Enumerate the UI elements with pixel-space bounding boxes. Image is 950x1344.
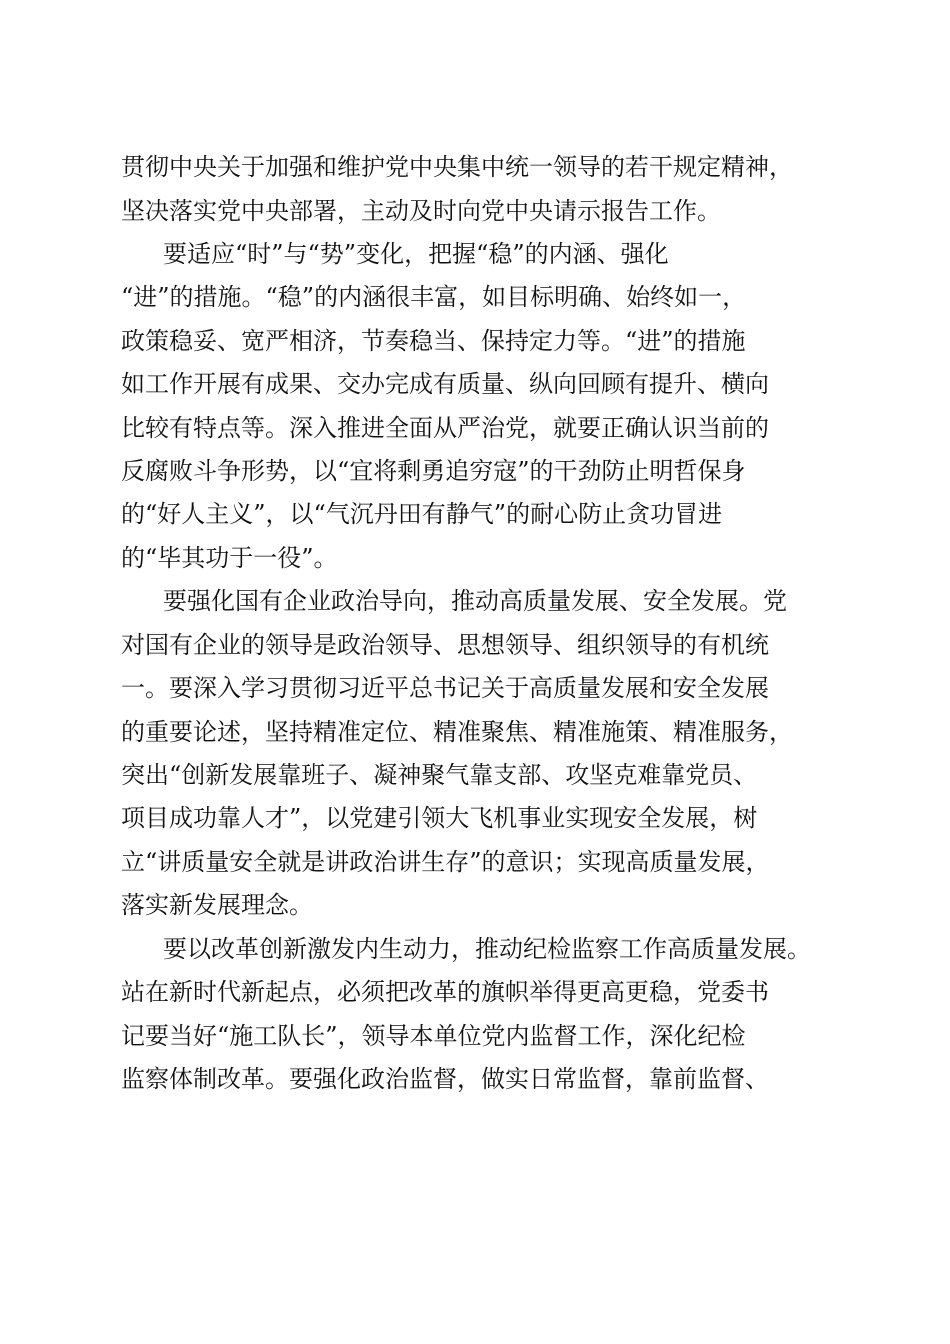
paragraph-2-line-8: 的“毕其功于一役”。: [121, 544, 338, 572]
paragraph-3-line-5: 突出“创新发展靠班子、凝神聚气靠支部、攻坚克难靠党员、: [121, 761, 758, 789]
paragraph-2-line-5: 比较有特点等。深入推进全面从严治党，就要正确认识当前的: [121, 414, 769, 442]
paragraph-4-line-2: 站在新时代新起点，必须把改革的旗帜举得更高更稳，党委书: [121, 978, 769, 1006]
paragraph-3-line-6: 项目成功靠人才”，以党建引领大飞机事业实现安全发展，树: [121, 804, 758, 832]
paragraph-2-line-4: 如工作开展有成果、交办完成有质量、纵向回顾有提升、横向: [121, 370, 769, 398]
paragraph-3-line-3: 一。要深入学习贯彻习近平总书记关于高质量发展和安全发展: [121, 674, 769, 702]
paragraph-2-line-3: 政策稳妥、宽严相济，节奏稳当、保持定力等。“进”的措施: [121, 327, 746, 355]
paragraph-3-line-2: 对国有企业的领导是政治领导、思想领导、组织领导的有机统: [121, 631, 769, 659]
paragraph-4-line-3: 记要当好“施工队长”，领导本单位党内监督工作，深化纪检: [121, 1022, 746, 1050]
paragraph-2-line-2: “进”的措施。“稳”的内涵很丰富，如目标明确、始终如一，: [121, 283, 747, 311]
paragraph-3-line-1: 要强化国有企业政治导向，推动高质量发展、安全发展。党: [163, 587, 787, 615]
paragraph-2-line-7: 的“好人主义”，以“气沉丹田有静气”的耐心防止贪功冒进: [121, 500, 723, 528]
paragraph-2-line-1: 要适应“时”与“势”变化，把握“稳”的内涵、强化: [163, 240, 669, 268]
paragraph-4-line-1: 要以改革创新激发内生动力，推动纪检监察工作高质量发展。: [163, 935, 811, 963]
paragraph-3-line-4: 的重要论述，坚持精准定位、精准聚焦、精准施策、精准服务，: [121, 718, 793, 746]
paragraph-3-line-7: 立“讲质量安全就是讲政治讲生存”的意识；实现高质量发展，: [121, 848, 770, 876]
paragraph-1-line-2: 坚决落实党中央部署，主动及时向党中央请示报告工作。: [121, 197, 721, 225]
paragraph-4-line-4: 监察体制改革。要强化政治监督，做实日常监督，靠前监督、: [121, 1065, 769, 1093]
paragraph-3-line-8: 落实新发展理念。: [121, 891, 313, 919]
paragraph-1-line-1: 贯彻中央关于加强和维护党中央集中统一领导的若干规定精神，: [121, 153, 793, 181]
paragraph-2-line-6: 反腐败斗争形势，以“宜将剩勇追穷寇”的干劲防止明哲保身: [121, 457, 746, 485]
